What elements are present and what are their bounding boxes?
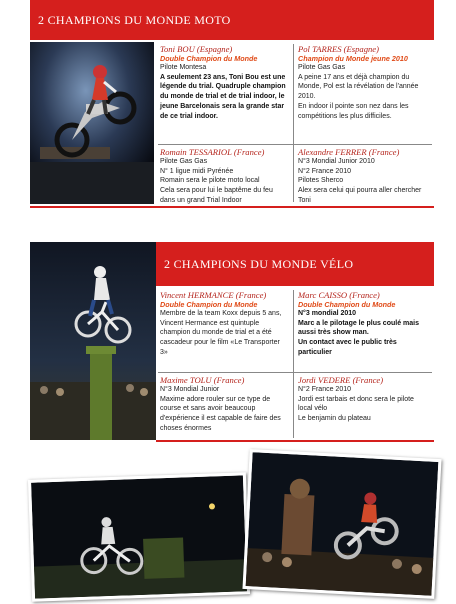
rider-info: Pilote Gas Gas — [160, 158, 208, 165]
moto-card-1 — [156, 42, 293, 144]
rider-description: Un contact avec le public très particulier — [298, 339, 397, 356]
section-bottom-border — [30, 206, 434, 208]
rider-description: Maxime adore rouler sur ce type de course et sans avoir beaucoup d'expérience il est capable de faire des choses énormes — [160, 395, 281, 432]
rider-description: A peine 17 ans et déjà champion du Monde, Pol est la révélation de l'année 2010. — [298, 73, 419, 101]
rider-description: A seulement 23 ans, Toni Bou est une légende du trial. Quadruple champion du monde de trial et de trial indoor, le jeune Barcelonais sera la grande star de ce trial indoor. — [160, 73, 286, 120]
rider-description: Le benjamin du plateau — [298, 415, 371, 423]
rider-name: Romain TESSARIOL (France) — [160, 147, 265, 157]
rider-info: N° 1 ligue midi Pyrénée — [160, 167, 234, 175]
velo-header-title: 2 CHAMPIONS DU MONDE VÉLO — [164, 257, 354, 271]
rider-name: Vincent HERMANCE (France) — [160, 290, 267, 300]
moto-header — [30, 0, 434, 40]
moto-card-3 — [156, 145, 293, 207]
section-bottom-border — [156, 440, 434, 442]
rider-title: Double Champion du Monde — [160, 54, 258, 63]
rider-name: Alexandre FERRER (France) — [298, 147, 400, 157]
rider-info: Pilote Montesa — [160, 64, 207, 71]
moto-card-2 — [294, 42, 434, 144]
velo-card-3 — [156, 373, 293, 439]
rider-description: Romain sera le pilote moto local — [160, 177, 260, 185]
moto-header-title: 2 CHAMPIONS DU MONDE MOTO — [38, 13, 231, 27]
rider-name: Toni BOU (Espagne) — [160, 44, 233, 54]
bicycle-trial-rider-photo — [30, 242, 156, 440]
rider-name: Maxime TOLU (France) — [160, 375, 245, 385]
velo-header — [156, 242, 434, 286]
motorbike-trial-rider-photo — [30, 42, 154, 204]
rider-description: Jordi est tarbais et donc sera le pilote local vélo — [298, 395, 414, 413]
rider-title: Champion du Monde jeune 2010 — [298, 54, 408, 63]
velo-card-1 — [156, 288, 293, 372]
rider-name: Marc CAISSO (France) — [298, 290, 380, 300]
rider-description: Cela sera pour lui le baptême du feu dans un grand Trial Indoor — [160, 187, 273, 204]
rider-info: N°2 France 2010 — [298, 386, 351, 393]
rider-name: Pol TARRES (Espagne) — [298, 44, 379, 54]
rider-description: Marc a le pilotage le plus coulé mais aussi très show man. — [298, 319, 419, 337]
rider-info: N°2 France 2010 — [298, 167, 351, 175]
rider-title: Double Champion du Monde — [298, 300, 396, 309]
velo-card-2 — [294, 288, 434, 372]
rider-description: En indoor il pointe son nez dans les compétitions les plus difficiles. — [298, 102, 409, 120]
bike-rider-night-photo — [28, 472, 250, 602]
velo-card-4 — [294, 373, 434, 439]
rider-title: Double Champion du Monde — [160, 300, 258, 309]
rider-info: Pilotes Sherco — [298, 177, 344, 185]
rider-info: N°3 Mondial Junior 2010 — [298, 158, 375, 165]
rider-description: Alex sera celui qui pourra aller chercher Toni — [298, 187, 422, 204]
rider-info: N°3 Mondial Junior — [160, 386, 220, 393]
moto-rider-crowd-photo — [242, 449, 441, 599]
rider-description: Membre de la team Koxx depuis 5 ans, Vincent Hermance est quintuple champion du monde de trial et a été cascadeur pour le film «Le Transporter 3» — [160, 310, 282, 356]
rider-info: Pilote Gas Gas — [298, 64, 346, 71]
moto-card-4 — [294, 145, 434, 207]
rider-name: Jordi VEDERE (France) — [298, 375, 384, 385]
rider-info: N°3 mondial 2010 — [298, 310, 357, 317]
